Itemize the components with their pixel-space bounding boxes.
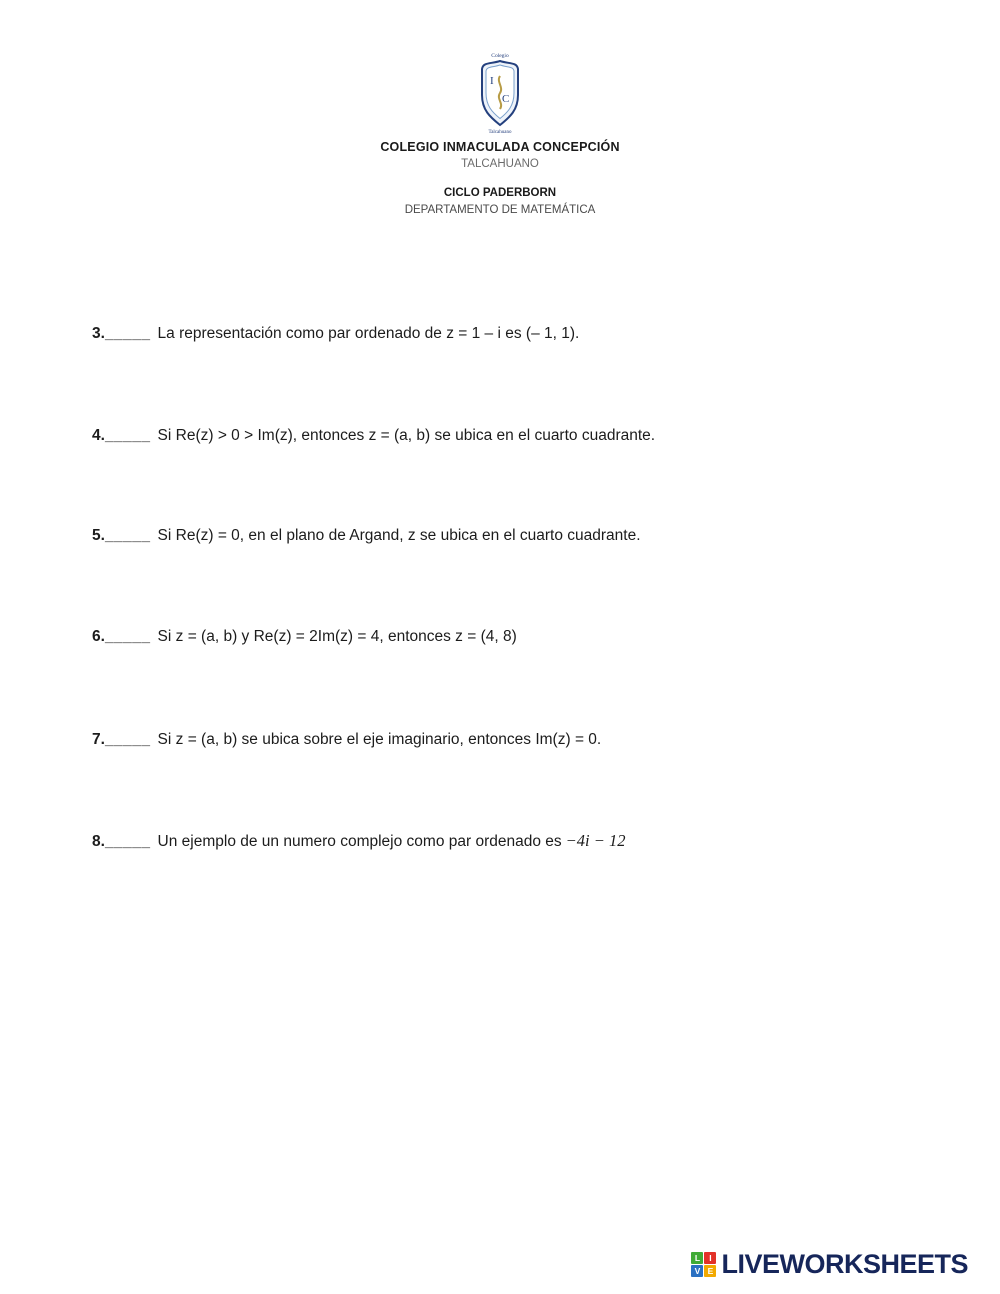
question-text: Un ejemplo de un numero complejo como par ordenado es: [157, 833, 562, 850]
question-row: [92, 728, 962, 751]
question-math: −4i − 12: [565, 831, 626, 850]
svg-text:C: C: [502, 93, 510, 105]
question-number: 3.: [92, 325, 105, 342]
school-department: DEPARTAMENTO DE MATEMÁTICA: [404, 204, 596, 216]
question-number: 7.: [92, 731, 105, 748]
question-text: Si Re(z) > 0 > Im(z), entonces z = (a, b) se ubica en el cuarto cuadrante.: [157, 427, 656, 444]
question-text: Si z = (a, b) y Re(z) = 2Im(z) = 4, entonces z = (4, 8): [157, 628, 517, 645]
question-text: Si z = (a, b) se ubica sobre el eje imaginario, entonces Im(z) = 0.: [157, 731, 602, 748]
logo-cell-l: L: [691, 1252, 703, 1264]
question-number: 6.: [92, 628, 105, 645]
liveworksheets-logo[interactable]: [691, 1249, 968, 1280]
liveworksheets-icon: [691, 1252, 716, 1277]
school-name: COLEGIO INMACULADA CONCEPCIÓN: [380, 140, 620, 154]
question-row: [92, 625, 962, 648]
question-number: 8.: [92, 833, 105, 850]
question-row: [92, 830, 962, 853]
question-row: [92, 524, 962, 547]
answer-blank[interactable]: _____: [104, 427, 151, 444]
svg-text:Talcahuano: Talcahuano: [488, 130, 512, 135]
answer-blank[interactable]: _____: [104, 325, 151, 342]
svg-text:Colegio: Colegio: [491, 53, 509, 59]
school-cycle: CICLO PADERBORN: [443, 187, 557, 199]
question-text: La representación como par ordenado de z = 1 – i es (– 1, 1).: [157, 325, 580, 342]
question-number: 4.: [92, 427, 105, 444]
answer-blank[interactable]: _____: [104, 527, 151, 544]
question-row: [92, 424, 962, 447]
liveworksheets-wordmark: LIVEWORKSHEETS: [721, 1249, 968, 1279]
school-city: TALCAHUANO: [461, 158, 539, 170]
logo-cell-e: E: [704, 1265, 716, 1277]
answer-blank[interactable]: _____: [104, 628, 151, 645]
question-text: Si Re(z) = 0, en el plano de Argand, z se ubica en el cuarto cuadrante.: [157, 527, 641, 544]
logo-cell-i: I: [704, 1252, 716, 1264]
school-crest-icon: [469, 48, 531, 136]
question-row: [92, 322, 962, 345]
answer-blank[interactable]: _____: [104, 833, 151, 850]
question-number: 5.: [92, 527, 105, 544]
answer-blank[interactable]: _____: [104, 731, 151, 748]
logo-cell-v: V: [691, 1265, 703, 1277]
svg-text:I: I: [490, 75, 494, 87]
